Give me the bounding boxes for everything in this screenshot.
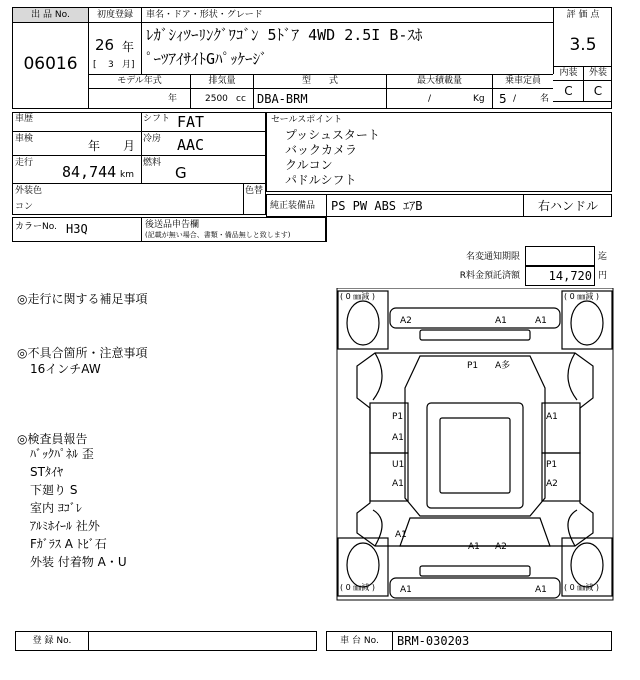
sales-point-2: バックカメラ (285, 143, 358, 157)
mark-left-rear-door-2: A1 (392, 433, 404, 443)
mark-right-front-door-2: A2 (546, 479, 558, 489)
fuel-label: 燃料 (143, 158, 162, 168)
model-year-label: モデル年式 (117, 76, 162, 86)
ac-label: 冷房 (143, 134, 162, 144)
car-name-line1: ﾚｶﾞｼｨﾂｰﾘﾝｸﾞﾜｺﾞﾝ 5ﾄﾞｱ 4WD 2.5I B-ｽﾎ (146, 26, 423, 44)
shift-value: FAT (177, 113, 205, 131)
name-change-box (525, 246, 595, 266)
lot-label: 出 品 No. (13, 8, 88, 22)
inspector-item-1: ﾊﾞｯｸﾊﾟﾈﾙ 歪 (30, 447, 94, 461)
color-no-label: カラーNo. (15, 222, 57, 232)
car-name-label: 車名・ドア・形状・グレード (146, 10, 263, 20)
displacement-label: 排気量 (208, 76, 236, 86)
car-name-line2: ﾟｰﾂｱｲｻｲﾄGﾊﾟｯｹｰｼﾞ (146, 50, 268, 68)
fuel-value: G (175, 164, 187, 182)
max-load-label: 最大積載量 (416, 76, 462, 86)
inspector-item-4: 室内 ﾖｺﾞﾚ (30, 501, 82, 515)
mileage-unit: km (120, 170, 134, 180)
history-label: 車歴 (15, 114, 34, 124)
displacement-value: 2500 (205, 94, 228, 104)
ext-color-value: コン (15, 202, 34, 212)
ac-value: AAC (177, 136, 205, 154)
docs-label: 後送品申告欄 (145, 220, 200, 230)
tire-label-top-right: ( 0 ㎜減 ) (564, 292, 599, 301)
roof (427, 403, 523, 508)
inspector-item-3: 下廻り S (30, 483, 78, 497)
mark-left-front-door-1: U1 (392, 460, 405, 470)
first-reg-year: 26 (95, 36, 115, 54)
first-reg-month: 3 (108, 60, 114, 70)
mark-left-rear-door-1: P1 (392, 412, 404, 422)
max-load-slash: / (428, 94, 432, 104)
inspector-item-5: ｱﾙﾐﾎｲｰﾙ 社外 (30, 519, 100, 533)
type-value: DBA-BRM (257, 92, 308, 106)
sales-point-4: パドルシフト (285, 173, 357, 187)
first-registration-label: 初度登録 (96, 10, 133, 20)
inspection-year-unit: 年 (88, 139, 101, 153)
mark-hood-1: A1 (468, 542, 480, 552)
car-damage-diagram (335, 288, 615, 603)
details-frame (12, 112, 266, 215)
score-label: 評 価 点 (566, 10, 600, 20)
mileage-value: 84,744 (62, 163, 117, 181)
recycle-value: 14,720 (548, 269, 592, 283)
interior-label: 内装 (559, 68, 578, 78)
defect-item-1: 16インチAW (30, 362, 101, 376)
tire-label-bottom-right: ( 0 ㎜減 ) (564, 583, 599, 592)
mark-rear-bumper-mid: A1 (495, 316, 507, 326)
inspection-label: 車検 (15, 134, 34, 144)
mark-right-rear-door: A1 (546, 412, 558, 422)
inspector-item-7: 外装 付着物 A・U (30, 555, 127, 569)
chassis-value: BRM-030203 (397, 634, 470, 648)
chassis-label: 車 台 No. (340, 636, 379, 646)
inspector-item-2: STﾀｲﾔ (30, 465, 63, 479)
defects-label: ◎不具合箇所・注意事項 (17, 346, 148, 360)
mark-roof: P1 (467, 361, 479, 371)
name-change-unit: 迄 (598, 252, 608, 262)
inspection-month-unit: 月 (123, 139, 136, 153)
score-value: 3.5 (569, 35, 597, 55)
color-change-label: 色替 (245, 186, 264, 196)
color-no-value: H3Q (66, 222, 88, 236)
sales-point-3: クルコン (285, 158, 333, 172)
tire-label-bottom-left: ( 0 ㎜減 ) (340, 583, 375, 592)
recycle-unit: 円 (598, 271, 608, 281)
inspector-item-6: Fｶﾞﾗｽ A ﾄﾋﾞ石 (30, 537, 107, 551)
exterior-label: 外装 (588, 68, 607, 78)
shift-label: シフト (143, 114, 171, 124)
driving-remarks-label: ◎走行に関する補足事項 (17, 292, 148, 306)
recycle-label: R料金預託済額 (459, 271, 520, 281)
type-label: 型 式 (301, 76, 338, 86)
inspector-label: ◎検査員報告 (17, 432, 88, 446)
steering-value: 右ハンドル (537, 199, 598, 213)
max-load-unit: Kg (473, 94, 485, 104)
lot-number: 06016 (23, 54, 78, 74)
body-outline (357, 353, 593, 546)
model-year-unit: 年 (168, 94, 178, 104)
mark-left-front-door-2: A1 (392, 479, 404, 489)
first-reg-month-close: 月] (122, 60, 135, 70)
mark-front-bumper-mid: A1 (535, 585, 547, 595)
first-reg-month-open: [ (93, 60, 97, 70)
right-rear-door (542, 403, 580, 453)
capacity-value: 5 (499, 92, 507, 106)
registration-label: 登 録 No. (32, 636, 72, 646)
mileage-label: 走行 (15, 158, 34, 168)
capacity-label: 乗車定員 (504, 76, 541, 86)
name-change-label: 名変通知期限 (465, 252, 520, 262)
mark-hood-2: A2 (495, 542, 507, 552)
left-rear-door (370, 403, 408, 453)
capacity-slash: / (513, 94, 517, 104)
first-reg-year-unit: 年 (122, 40, 135, 54)
exterior-grade: C (593, 84, 603, 98)
sales-points-label: セールスポイント (271, 115, 343, 125)
mark-front-bumper-left: A1 (400, 585, 412, 595)
tire-label-top-left: ( 0 ㎜減 ) (340, 292, 375, 301)
equipment-value: PS PW ABS ｴｱB (331, 199, 423, 213)
mark-rear-bumper-left: A2 (400, 316, 412, 326)
equipment-label: 純正装備品 (270, 201, 316, 211)
capacity-unit: 名 (540, 94, 550, 104)
sales-point-1: プッシュスタート (285, 128, 380, 142)
mark-rear-bumper-right: A1 (535, 316, 547, 326)
mark-roof-extra: A多 (495, 361, 511, 371)
displacement-unit: cc (236, 94, 246, 104)
interior-grade: C (564, 84, 573, 98)
mark-right-front-door-1: P1 (546, 460, 558, 470)
docs-note: (記載が無い場合、書類・備品無しと致します) (145, 231, 291, 239)
ext-color-label: 外装色 (15, 186, 43, 196)
mark-front-quarter: A1 (395, 530, 407, 540)
